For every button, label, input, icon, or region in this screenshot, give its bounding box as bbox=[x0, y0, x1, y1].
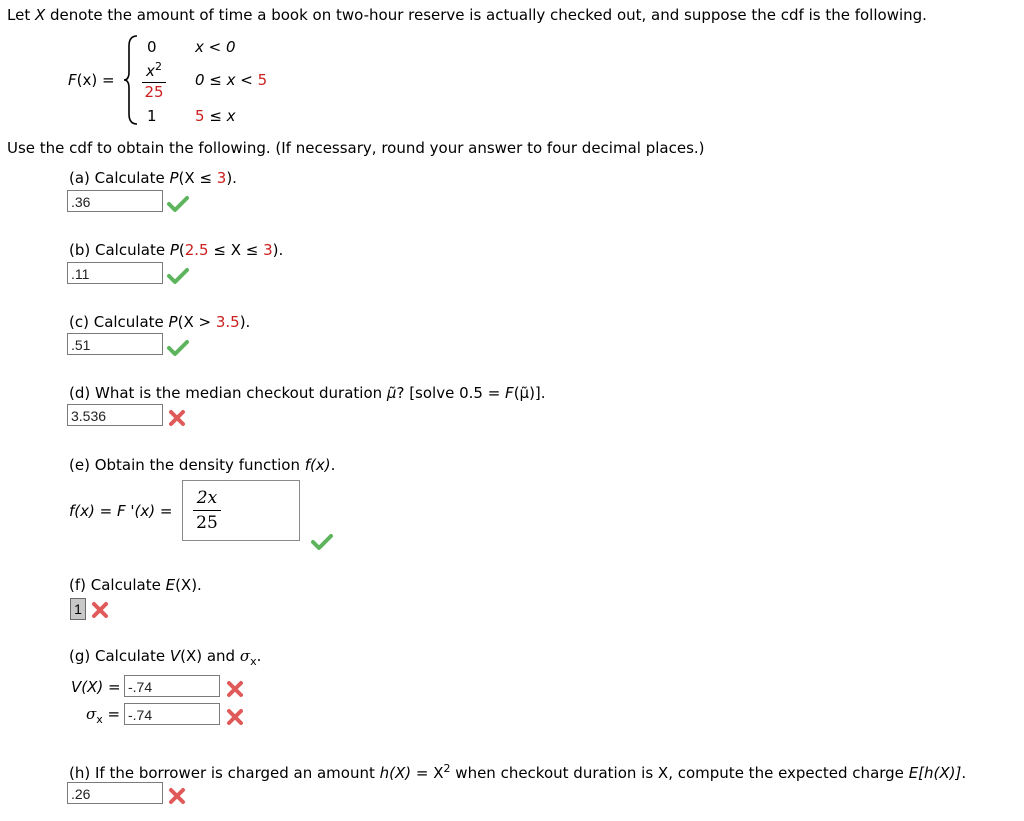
intro-text: Let X denote the amount of time a book on two-hour reserve is actually checked out, and suppose the cdf is the following. bbox=[7, 6, 927, 24]
incorrect-cross-icon bbox=[91, 601, 109, 619]
sigma-label: $\sigma_x$ = bbox=[86, 705, 121, 726]
part-a-answer-field[interactable]: .36 bbox=[67, 190, 163, 212]
cdf-row1-value: 0 bbox=[147, 38, 157, 56]
cdf-row3-condition: 5 ≤ x bbox=[195, 107, 236, 125]
part-d-question: (d) What is the median checkout duration μ̃? [solve 0.5 = F(μ̃)]. bbox=[69, 384, 546, 402]
density-answer-box[interactable]: 2x 25 bbox=[182, 480, 300, 541]
cdf-row2-fraction: $x^2$ 25 bbox=[141, 58, 167, 101]
part-h-question: (h) If the borrower is charged an amount $h(X) = X^2$ when checkout duration is X, compute the expected charge E[h(X)]. bbox=[69, 762, 967, 782]
part-e-lhs: f(x) = F '(x) = bbox=[69, 502, 173, 520]
part-d-answer-field[interactable]: 3.536 bbox=[67, 404, 163, 426]
cdf-label: F(x) = bbox=[68, 71, 115, 89]
part-f-question: (f) Calculate E(X). bbox=[69, 576, 202, 594]
part-f-answer-field[interactable]: 1 bbox=[70, 598, 86, 620]
part-c-answer-field[interactable]: .51 bbox=[67, 333, 163, 355]
incorrect-cross-icon bbox=[168, 409, 186, 427]
part-a-question: (a) Calculate P(X ≤ 3). bbox=[69, 169, 237, 187]
cdf-row2-condition: 0 ≤ x < 5 bbox=[195, 71, 268, 89]
left-brace-icon bbox=[122, 34, 140, 126]
incorrect-cross-icon bbox=[226, 680, 244, 698]
correct-check-icon bbox=[311, 533, 333, 551]
sigma-answer-field[interactable]: -.74 bbox=[124, 703, 220, 725]
part-b-answer-field[interactable]: .11 bbox=[67, 262, 163, 284]
variance-label: V(X) = bbox=[71, 678, 121, 696]
cdf-row3-value: 1 bbox=[147, 107, 157, 125]
part-b-question: (b) Calculate P(2.5 ≤ X ≤ 3). bbox=[69, 241, 284, 259]
correct-check-icon bbox=[167, 195, 189, 213]
correct-check-icon bbox=[167, 267, 189, 285]
part-c-question: (c) Calculate P(X > 3.5). bbox=[69, 313, 251, 331]
cdf-row1-condition: x < 0 bbox=[195, 38, 236, 56]
part-e-question: (e) Obtain the density function f(x). bbox=[69, 456, 336, 474]
correct-check-icon bbox=[167, 339, 189, 357]
part-g-question: (g) Calculate V(X) and $\sigma_x$. bbox=[69, 647, 262, 668]
part-h-answer-field[interactable]: .26 bbox=[67, 782, 163, 804]
incorrect-cross-icon bbox=[168, 787, 186, 805]
instructions-text: Use the cdf to obtain the following. (If necessary, round your answer to four decimal places.) bbox=[7, 139, 705, 157]
variance-answer-field[interactable]: -.74 bbox=[124, 675, 220, 697]
incorrect-cross-icon bbox=[226, 708, 244, 726]
